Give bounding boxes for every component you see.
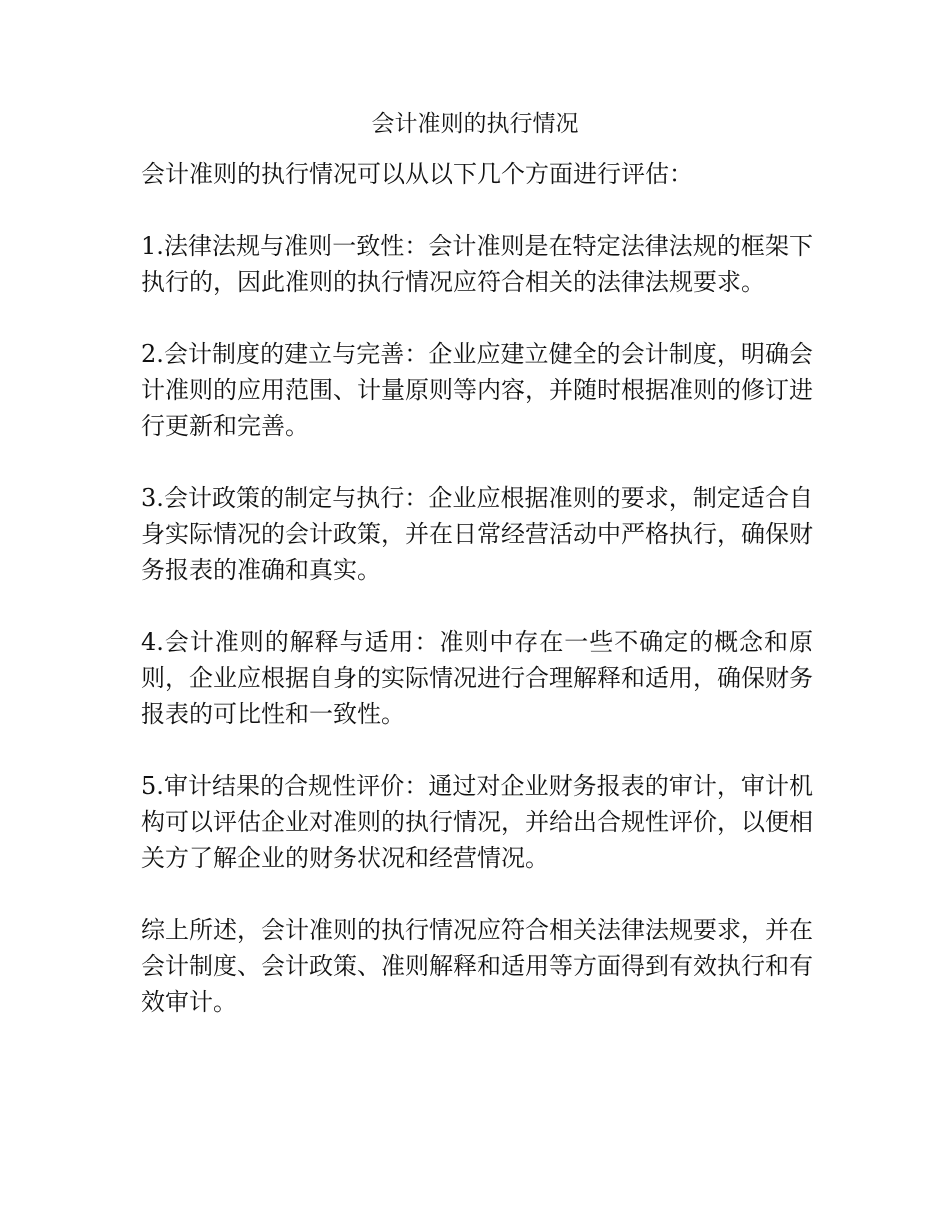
list-item: 1.法律法规与准则一致性：会计准则是在特定法律法规的框架下执行的，因此准则的执行情况应符合相关的法律法规要求。 (141, 232, 813, 296)
intro-paragraph: 会计准则的执行情况可以从以下几个方面进行评估： (141, 160, 693, 188)
list-item: 4.会计准则的解释与适用：准则中存在一些不确定的概念和原则，企业应根据自身的实际情况进行合理解释和适用，确保财务报表的可比性和一致性。 (141, 628, 813, 728)
conclusion-paragraph: 综上所述，会计准则的执行情况应符合相关法律法规要求，并在会计制度、会计政策、准则解释和适用等方面得到有效执行和有效审计。 (141, 916, 813, 1016)
list-item: 5.审计结果的合规性评价：通过对企业财务报表的审计，审计机构可以评估企业对准则的执行情况，并给出合规性评价，以便相关方了解企业的财务状况和经营情况。 (141, 772, 813, 872)
document-title: 会计准则的执行情况 (371, 111, 579, 137)
list-item: 3.会计政策的制定与执行：企业应根据准则的要求，制定适合自身实际情况的会计政策，并在日常经营活动中严格执行，确保财务报表的准确和真实。 (141, 484, 813, 584)
document-body (141, 156, 813, 1056)
list-item: 2.会计制度的建立与完善：企业应建立健全的会计制度，明确会计准则的应用范围、计量原则等内容，并随时根据准则的修订进行更新和完善。 (141, 340, 813, 440)
